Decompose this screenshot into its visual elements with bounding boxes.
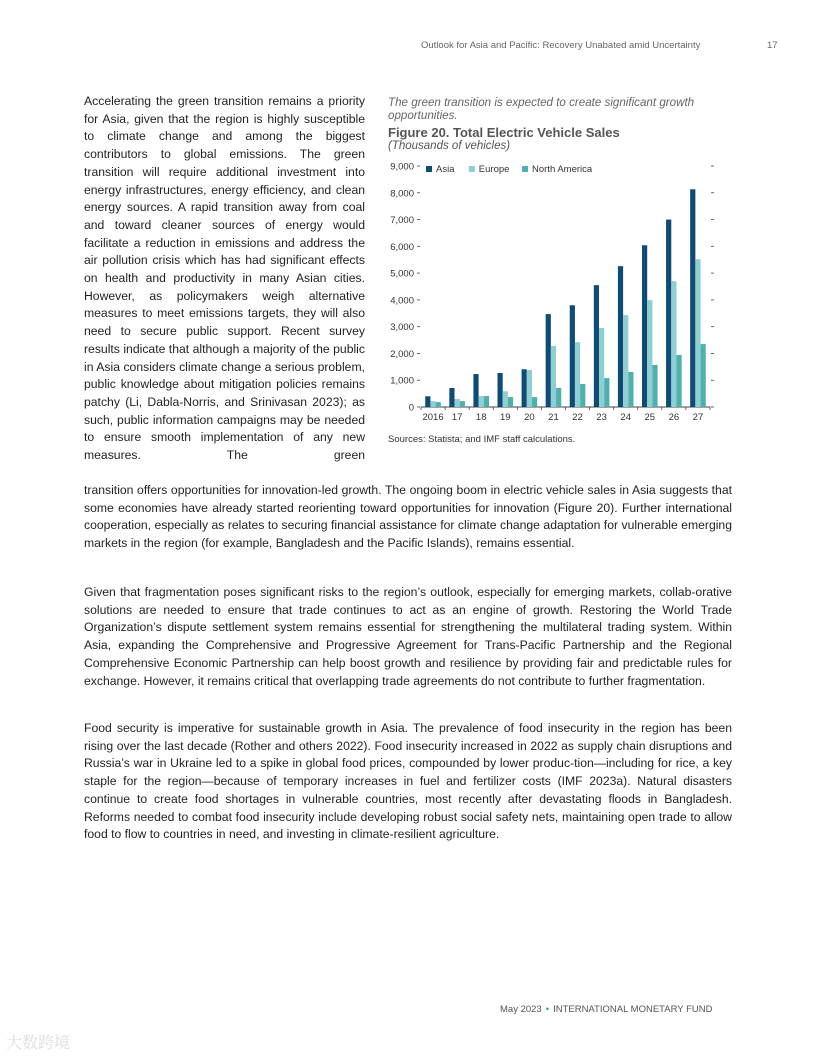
footer-publisher: INTERNATIONAL MONETARY FUND — [553, 1004, 713, 1015]
y-tick-label: 7,000 — [390, 215, 414, 227]
bar-north-america — [556, 388, 561, 407]
x-tick-label: 26 — [668, 412, 680, 423]
paragraph-green-transition-continued: transition offers opportunities for innovation-led growth. The ongoing boom in electric vehicle sales in Asia suggests that some economies have already started reorienting toward opportunities for innovation (Figure 20). Further international cooperation, especially as relates to securing financial assistance for climate change adaptation for vulnerable emerging markets in the region (for example, Bangladesh and the Pacific Islands), remains essential. — [84, 483, 732, 551]
bar-europe — [599, 328, 604, 407]
bar-north-america — [460, 401, 465, 407]
bar-north-america — [604, 378, 609, 407]
bar-europe — [551, 346, 556, 407]
bar-asia — [570, 305, 575, 407]
bar-north-america — [436, 402, 441, 407]
bar-north-america — [532, 397, 537, 407]
bar-europe — [430, 401, 435, 407]
x-tick-label: 20 — [524, 412, 535, 423]
bar-north-america — [628, 372, 633, 407]
x-tick-label: 19 — [500, 412, 511, 423]
footer-bullet-icon: • — [545, 1004, 550, 1015]
bar-asia — [690, 189, 695, 407]
bar-north-america — [652, 365, 657, 407]
bar-north-america — [508, 397, 513, 407]
bar-asia — [546, 314, 551, 407]
x-tick-label: 22 — [572, 412, 583, 423]
x-tick-label: 2016 — [422, 412, 444, 423]
running-head: Outlook for Asia and Pacific: Recovery Unabated amid Uncertainty — [421, 40, 701, 51]
bar-europe — [671, 281, 676, 407]
legend-label: Europe — [478, 164, 510, 175]
bar-north-america — [580, 384, 585, 407]
page-number: 17 — [767, 40, 778, 51]
bar-europe — [575, 342, 580, 407]
x-tick-label: 21 — [548, 412, 559, 423]
bar-europe — [695, 259, 700, 407]
x-tick-label: 24 — [620, 412, 631, 423]
y-tick-label: 0 — [408, 402, 414, 414]
paragraph-food-security: Food security is imperative for sustainable growth in Asia. The prevalence of food insecurity in the region has been rising over the last decade (Rother and others 2022). Food insecurity increased in 2022 as supply chain disruptions and Russia’s war in Ukraine led to a spike in global food prices, compounded by lower produc-tion—including for rice, a key staple for the region—because of temporary increases in fuel and fertilizer costs (IMF 2023a). Natural disasters continue to create food shortages in vulnerable countries, most recently after devastating floods in Bangladesh. Reforms needed to combat food insecurity include developing robust social safety nets, maintaining open trade to allow food to flow to countries in need, and investing in climate-resilient agriculture. — [84, 721, 732, 842]
y-tick-label: 4,000 — [390, 295, 414, 307]
legend-swatch-europe — [469, 166, 475, 172]
footer-date: May 2023 — [500, 1004, 542, 1015]
y-tick-label: 8,000 — [390, 188, 414, 200]
figure-intro: The green transition is expected to create significant growth opportunities. — [388, 96, 695, 122]
legend-label: Asia — [436, 164, 455, 175]
x-tick-label: 23 — [596, 412, 607, 423]
figure-subtitle: (Thousands of vehicles) — [388, 140, 511, 152]
y-tick-label: 6,000 — [390, 241, 414, 253]
bar-europe — [647, 300, 652, 407]
paragraph-trade-fragmentation: Given that fragmentation poses significant risks to the region’s outlook, especially for emerging markets, collab-orative solutions are needed to ensure that trade continues to act as an engine of growth. Restoring the World Trade Organization’s dispute settlement system remains essential for strengthening the multilateral trading system. Within Asia, expanding the Comprehensive and Progressive Agreement for Trans-Pacific Partnership and the Regional Comprehensive Economic Partnership can help boost growth and resilience by providing fair and predictable rules for exchange. However, it remains critical that overlapping trade agreements do not contribute to further fragmentation. — [84, 585, 732, 688]
y-tick-label: 9,000 — [390, 161, 414, 173]
y-tick-label: 2,000 — [390, 348, 414, 360]
legend-swatch-asia — [426, 166, 432, 172]
bar-europe — [479, 396, 484, 407]
paragraph-green-transition: Accelerating the green transition remains a priority for Asia, given that the region is highly susceptible to climate change and among the biggest contributors to global emissions. The green transition will require additional investment into energy infrastructures, energy efficiency, and clean energy sources. A rapid transition away from coal and toward cleaner sources of energy would facilitate a reduction in emissions and address the air pollution crisis which has had significant effects on health and productivity in many Asian cities. However, as policymakers weigh alternative measures to meet emissions targets, they will also need to secure public support. Recent survey results indicate that although a majority of the public in Asia considers climate change a serious problem, public knowledge about mitigation policies remains patchy (Li, Dabla-Norris, and Srinivasan 2023); as such, public information campaigns may be needed to ensure smooth implementation of any new measures. The green — [84, 94, 365, 463]
bar-north-america — [701, 344, 706, 407]
bar-asia — [642, 245, 647, 407]
bar-europe — [503, 391, 508, 407]
figure-source: Sources: Statista; and IMF staff calculations. — [388, 434, 576, 445]
figure-title: Figure 20. Total Electric Vehicle Sales — [388, 125, 620, 140]
x-tick-label: 27 — [692, 412, 704, 423]
x-tick-label: 25 — [644, 412, 656, 423]
x-tick-label: 17 — [451, 412, 463, 423]
bar-asia — [594, 285, 599, 407]
legend-swatch-north-america — [522, 166, 528, 172]
figure-header — [388, 96, 718, 153]
y-tick-label: 1,000 — [390, 375, 414, 387]
bar-asia — [449, 388, 454, 407]
y-tick-label: 5,000 — [390, 268, 414, 280]
bar-asia — [425, 396, 430, 407]
bar-asia — [522, 369, 527, 407]
bar-europe — [455, 399, 460, 407]
watermark-logo: 大数跨境 — [6, 1035, 71, 1052]
y-tick-label: 3,000 — [390, 322, 414, 334]
bar-europe — [623, 315, 628, 407]
bar-europe — [527, 370, 532, 407]
bar-asia — [618, 266, 623, 407]
page-footer — [500, 1004, 712, 1015]
bar-asia — [473, 374, 478, 407]
bar-asia — [666, 220, 671, 407]
legend-label: North America — [532, 164, 593, 175]
x-tick-label: 18 — [475, 412, 487, 423]
bar-north-america — [484, 396, 489, 407]
ev-sales-bar-chart — [388, 158, 718, 428]
bar-asia — [497, 373, 502, 407]
bar-north-america — [676, 355, 681, 407]
